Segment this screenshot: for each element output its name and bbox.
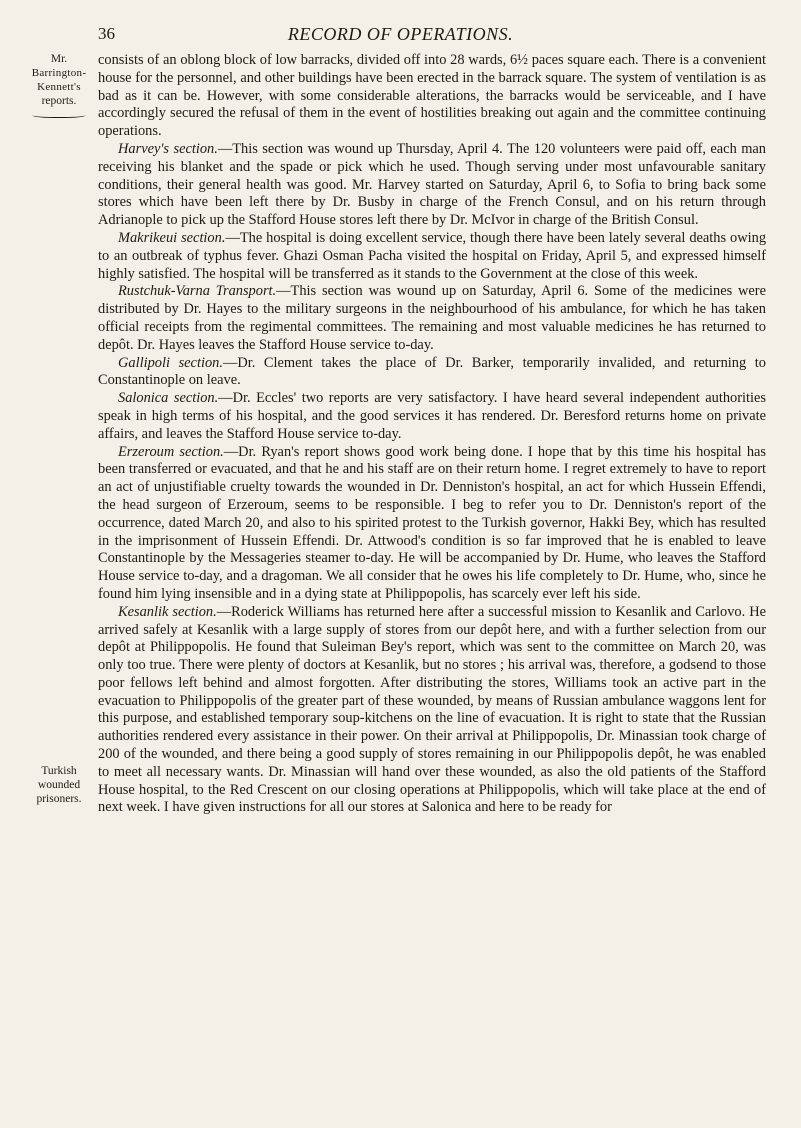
section-heading: Salonica section. xyxy=(118,390,219,407)
paragraph-text: —This section was wound up on Saturday, April 6. Some of the medicines were distributed by Dr. Hayes to the military surgeons in the neighbourhood of his ambulance, for which he has taken official receipts from the regimental committees. The remaining and most valuable medicines he has returned to depôt. Dr. Hayes leaves the Stafford House service to-day. xyxy=(98,283,766,353)
paragraph xyxy=(98,283,766,354)
paragraph-text: —Dr. Eccles' two reports are very satisfactory. I have heard several independent authorities speak in high terms of his hospital, and the good services it has rendered. Dr. Beresford returns home on private affairs, and leaves the Stafford House service to-day. xyxy=(98,390,766,442)
section-heading: Makrikeui section. xyxy=(118,229,226,246)
paragraph xyxy=(98,230,766,283)
brace-rule xyxy=(32,111,86,118)
section-heading: Rustchuk-Varna Transport. xyxy=(118,283,277,300)
margin-note-line: prisoners. xyxy=(36,793,82,805)
paragraph xyxy=(98,52,766,141)
margin-note-line: reports. xyxy=(41,95,77,107)
paragraph xyxy=(98,390,766,443)
margin-note-line: wounded xyxy=(37,779,81,791)
paragraph xyxy=(98,141,766,230)
margin-note-prisoners xyxy=(30,764,88,806)
paragraph-text: —Roderick Williams has returned here after a successful mission to Kesanlik and Carlovo. He arrived safely at Kesanlik with a large supply of stores from our depôt here, and with a further selection from our depôt at Philippopolis. He found that Suleiman Bey's report, which was sent to the committee on March 20, was only too true. There were plenty of doctors at Kesanlik, but no stores ; his arrival was, therefore, a godsend to those poor fellows left behind and almost forgotten. After distributing the stores, Williams took an active part in the evacuation to Philippopolis of the greater part of these wounded, by means of Russian ambulance waggons lent for this purpose, and established temporary soup-kitchens on the line of evacuation. It is right to state that the Russian authorities rendered every assistance in their power. On their arrival at Philippopolis, Dr. Minassian took charge of 200 of the wounded, and there being a good supply of stores remaining in our Philippopolis depôt, he was enabled to meet all necessary wants. Dr. Minassian will hand over these wounded, as also the old patients of the Stafford House hospital, to the Red Crescent on our closing operations at Philippopolis, which will take place at the end of next week. I have given instructions for all our stores at Salonica and here to be ready for xyxy=(98,603,766,816)
margin-note-line: Turkish xyxy=(41,765,77,777)
section-heading: Harvey's section. xyxy=(118,140,218,157)
margin-note-reports xyxy=(30,52,88,118)
paragraph-text: —The hospital is doing excellent service, though there have been lately several deaths owing to an outbreak of typhus fever. Ghazi Osman Pacha visited the hospital on Friday, April 5, and expressed himself highly satisfied. The hospital will be transferred as it stands to the Government at the close of this week. xyxy=(98,229,767,282)
section-heading: Erzeroum section. xyxy=(118,443,224,460)
paragraph-text: —Dr. Clement takes the place of Dr. Barker, temporarily invalided, and returning to Constantinople on leave. xyxy=(98,354,766,389)
paragraph xyxy=(98,355,766,391)
margin-note-line: Kennett's xyxy=(37,81,81,93)
running-head: RECORD OF OPERATIONS. xyxy=(287,24,514,44)
margin-note-line: Barrington- xyxy=(31,67,87,79)
margin-note-line: Mr. xyxy=(50,53,68,65)
section-heading: Gallipoli section. xyxy=(118,354,223,371)
paragraph-text: —This section was wound up Thursday, April 4. The 120 volunteers were paid off, each man receiving his blanket and the spade or pick which he used. Though serving under most unfavourable sanitary conditions, their general health was good. Mr. Harvey started on Saturday, April 6, to Sofia to bring back some stores which have been left there by Dr. Busby in charge of the French Consul, and on his return through Adrianople to pick up the Stafford House stores left there by Dr. McIvor in charge of the British Consul. xyxy=(98,140,766,229)
section-heading: Kesanlik section. xyxy=(118,603,217,620)
paragraph xyxy=(98,444,766,604)
paragraph-text: —Dr. Ryan's report shows good work being done. I hope that by this time his hospital has been transferred or evacuated, and that he and his staff are on their return home. I regret extremely to have to report an act of unjustifiable cruelty towards the wounded in Dr. Denniston's hospital, an act for which Hussein Effendi, the head surgeon of Erzeroum, seems to be responsible. I beg to refer you to Dr. Denniston's report of the occurrence, dated March 20, and also to his spirited protest to the Turkish governor, Hakki Bey, which has resulted in the imprisonment of Hussein Effendi. Dr. Attwood's condition is so far improved that he is enabled to leave Constantinople by the Messageries steamer to-day. He will be accompanied by Dr. Hume, who leaves the Stafford House service to-day, and a dragoman. We all consider that he owes his life completely to Dr. Hume, who, since he found him lying insensible and in a dying state at Philippopolis, has scarcely ever left his side. xyxy=(98,443,767,602)
paragraph xyxy=(98,604,766,818)
body-text xyxy=(98,52,766,817)
page-number: 36 xyxy=(98,24,115,43)
paragraph-text: consists of an oblong block of low barracks, divided off into 28 wards, 6½ paces square each. There is a convenient house for the personnel, and other buildings have been erected in the barrack square. The system of ventilation is as bad as it can be. However, with some considerable alterations, the barracks would be serviceable, and I have accordingly secured the refusal of them in the event of hostilities breaking out again and the committee continuing operations. xyxy=(98,52,766,140)
